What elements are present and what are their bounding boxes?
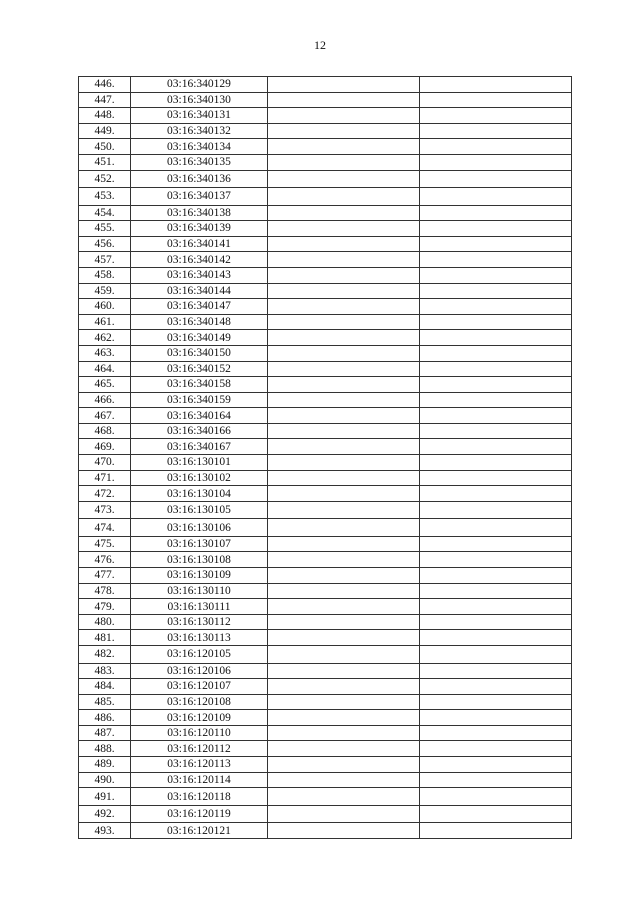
row-number-cell: 465.	[79, 377, 131, 393]
cadastral-code-cell: 03:16:130101	[131, 455, 268, 471]
cadastral-code-cell: 03:16:130106	[131, 519, 268, 537]
empty-cell	[420, 439, 572, 455]
row-number-cell: 448.	[79, 108, 131, 124]
row-number-cell: 467.	[79, 408, 131, 424]
empty-cell	[268, 519, 420, 537]
table-row	[79, 154, 572, 170]
empty-cell	[420, 741, 572, 757]
empty-cell	[268, 725, 420, 741]
row-number-cell: 464.	[79, 361, 131, 377]
table-row	[79, 77, 572, 93]
row-number-cell: 453.	[79, 188, 131, 206]
cadastral-code-cell: 03:16:340136	[131, 170, 268, 188]
table-row	[79, 139, 572, 155]
empty-cell	[420, 823, 572, 839]
table-row	[79, 788, 572, 806]
empty-cell	[420, 455, 572, 471]
empty-cell	[268, 599, 420, 615]
empty-cell	[268, 139, 420, 155]
row-number-cell: 466.	[79, 392, 131, 408]
cadastral-code-cell: 03:16:340166	[131, 423, 268, 439]
row-number-cell: 480.	[79, 614, 131, 630]
empty-cell	[268, 646, 420, 664]
row-number-cell: 491.	[79, 788, 131, 806]
row-number-cell: 482.	[79, 646, 131, 664]
row-number-cell: 483.	[79, 663, 131, 679]
table-row	[79, 299, 572, 315]
row-number-cell: 476.	[79, 552, 131, 568]
row-number-cell: 472.	[79, 486, 131, 502]
table-row	[79, 679, 572, 695]
cadastral-code-cell: 03:16:120110	[131, 725, 268, 741]
table-row	[79, 710, 572, 726]
row-number-cell: 460.	[79, 299, 131, 315]
row-number-cell: 485.	[79, 694, 131, 710]
row-number-cell: 473.	[79, 501, 131, 519]
page-number: 12	[314, 38, 326, 52]
empty-cell	[268, 772, 420, 788]
cadastral-code-cell: 03:16:120113	[131, 757, 268, 773]
empty-cell	[268, 361, 420, 377]
row-number-cell: 477.	[79, 568, 131, 584]
empty-cell	[268, 77, 420, 93]
table-row	[79, 486, 572, 502]
cadastral-code-cell: 03:16:340152	[131, 361, 268, 377]
table-row	[79, 221, 572, 237]
empty-cell	[420, 188, 572, 206]
empty-cell	[268, 679, 420, 695]
row-number-cell: 452.	[79, 170, 131, 188]
empty-cell	[420, 772, 572, 788]
empty-cell	[420, 299, 572, 315]
row-number-cell: 481.	[79, 630, 131, 646]
empty-cell	[268, 757, 420, 773]
empty-cell	[420, 694, 572, 710]
cadastral-code-cell: 03:16:120108	[131, 694, 268, 710]
table-row	[79, 170, 572, 188]
empty-cell	[268, 283, 420, 299]
empty-cell	[420, 267, 572, 283]
table-row	[79, 236, 572, 252]
empty-cell	[268, 614, 420, 630]
cadastral-code-cell: 03:16:130109	[131, 568, 268, 584]
row-number-cell: 486.	[79, 710, 131, 726]
cadastral-code-cell: 03:16:120106	[131, 663, 268, 679]
cadastral-code-cell: 03:16:130113	[131, 630, 268, 646]
cadastral-code-cell: 03:16:340129	[131, 77, 268, 93]
row-number-cell: 454.	[79, 205, 131, 221]
cadastral-code-cell: 03:16:120109	[131, 710, 268, 726]
empty-cell	[420, 599, 572, 615]
row-number-cell: 489.	[79, 757, 131, 773]
empty-cell	[420, 345, 572, 361]
empty-cell	[420, 568, 572, 584]
cadastral-code-cell: 03:16:130104	[131, 486, 268, 502]
cadastral-code-cell: 03:16:340131	[131, 108, 268, 124]
empty-cell	[420, 205, 572, 221]
empty-cell	[268, 710, 420, 726]
row-number-cell: 492.	[79, 805, 131, 823]
table-row	[79, 92, 572, 108]
row-number-cell: 470.	[79, 455, 131, 471]
table-row	[79, 614, 572, 630]
cadastral-code-cell: 03:16:340147	[131, 299, 268, 315]
table-row	[79, 455, 572, 471]
empty-cell	[268, 170, 420, 188]
empty-cell	[420, 519, 572, 537]
empty-cell	[268, 583, 420, 599]
cadastral-code-cell: 03:16:340134	[131, 139, 268, 155]
row-number-cell: 458.	[79, 267, 131, 283]
table-row	[79, 805, 572, 823]
table-row	[79, 470, 572, 486]
row-number-cell: 446.	[79, 77, 131, 93]
empty-cell	[420, 805, 572, 823]
row-number-cell: 459.	[79, 283, 131, 299]
empty-cell	[420, 614, 572, 630]
empty-cell	[420, 108, 572, 124]
cadastral-code-cell: 03:16:130111	[131, 599, 268, 615]
table-row	[79, 568, 572, 584]
empty-cell	[420, 583, 572, 599]
registry-table	[78, 76, 572, 839]
empty-cell	[268, 439, 420, 455]
empty-cell	[268, 299, 420, 315]
row-number-cell: 468.	[79, 423, 131, 439]
empty-cell	[420, 757, 572, 773]
empty-cell	[420, 221, 572, 237]
row-number-cell: 471.	[79, 470, 131, 486]
empty-cell	[268, 330, 420, 346]
table-row	[79, 345, 572, 361]
empty-cell	[268, 236, 420, 252]
row-number-cell: 462.	[79, 330, 131, 346]
cadastral-code-cell: 03:16:130110	[131, 583, 268, 599]
empty-cell	[268, 221, 420, 237]
empty-cell	[268, 205, 420, 221]
row-number-cell: 484.	[79, 679, 131, 695]
empty-cell	[268, 92, 420, 108]
table-row	[79, 599, 572, 615]
row-number-cell: 469.	[79, 439, 131, 455]
row-number-cell: 461.	[79, 314, 131, 330]
empty-cell	[420, 423, 572, 439]
empty-cell	[268, 805, 420, 823]
empty-cell	[268, 630, 420, 646]
registry-table-body	[79, 77, 572, 839]
cadastral-code-cell: 03:16:130108	[131, 552, 268, 568]
table-row	[79, 123, 572, 139]
empty-cell	[268, 252, 420, 268]
row-number-cell: 475.	[79, 536, 131, 552]
table-row	[79, 663, 572, 679]
empty-cell	[420, 154, 572, 170]
cadastral-code-cell: 03:16:120105	[131, 646, 268, 664]
empty-cell	[420, 486, 572, 502]
row-number-cell: 463.	[79, 345, 131, 361]
row-number-cell: 449.	[79, 123, 131, 139]
cadastral-code-cell: 03:16:340139	[131, 221, 268, 237]
empty-cell	[420, 501, 572, 519]
table-row	[79, 725, 572, 741]
table-row	[79, 630, 572, 646]
row-number-cell: 487.	[79, 725, 131, 741]
empty-cell	[268, 455, 420, 471]
table-row	[79, 823, 572, 839]
cadastral-code-cell: 03:16:340132	[131, 123, 268, 139]
empty-cell	[268, 663, 420, 679]
empty-cell	[420, 123, 572, 139]
cadastral-code-cell: 03:16:340149	[131, 330, 268, 346]
empty-cell	[420, 710, 572, 726]
table-row	[79, 646, 572, 664]
empty-cell	[420, 630, 572, 646]
cadastral-code-cell: 03:16:120114	[131, 772, 268, 788]
cadastral-code-cell: 03:16:120121	[131, 823, 268, 839]
empty-cell	[268, 108, 420, 124]
table-row	[79, 741, 572, 757]
table-row	[79, 583, 572, 599]
table-row	[79, 377, 572, 393]
row-number-cell: 488.	[79, 741, 131, 757]
cadastral-code-cell: 03:16:340164	[131, 408, 268, 424]
empty-cell	[420, 283, 572, 299]
table-row	[79, 361, 572, 377]
empty-cell	[420, 408, 572, 424]
empty-cell	[420, 330, 572, 346]
empty-cell	[420, 361, 572, 377]
table-row	[79, 439, 572, 455]
table-row	[79, 252, 572, 268]
empty-cell	[268, 267, 420, 283]
table-row	[79, 283, 572, 299]
empty-cell	[420, 646, 572, 664]
empty-cell	[420, 314, 572, 330]
table-row	[79, 392, 572, 408]
table-row	[79, 757, 572, 773]
empty-cell	[420, 392, 572, 408]
table-row	[79, 330, 572, 346]
table-row	[79, 519, 572, 537]
row-number-cell: 493.	[79, 823, 131, 839]
empty-cell	[420, 77, 572, 93]
cadastral-code-cell: 03:16:340141	[131, 236, 268, 252]
empty-cell	[268, 377, 420, 393]
row-number-cell: 451.	[79, 154, 131, 170]
table-row	[79, 314, 572, 330]
cadastral-code-cell: 03:16:340143	[131, 267, 268, 283]
empty-cell	[268, 408, 420, 424]
row-number-cell: 479.	[79, 599, 131, 615]
empty-cell	[420, 788, 572, 806]
empty-cell	[420, 725, 572, 741]
empty-cell	[268, 314, 420, 330]
cadastral-code-cell: 03:16:120112	[131, 741, 268, 757]
cadastral-code-cell: 03:16:120107	[131, 679, 268, 695]
table-row	[79, 188, 572, 206]
empty-cell	[420, 377, 572, 393]
empty-cell	[268, 470, 420, 486]
empty-cell	[420, 663, 572, 679]
row-number-cell: 450.	[79, 139, 131, 155]
cadastral-code-cell: 03:16:340150	[131, 345, 268, 361]
table-row	[79, 108, 572, 124]
empty-cell	[268, 423, 420, 439]
cadastral-code-cell: 03:16:340159	[131, 392, 268, 408]
cadastral-code-cell: 03:16:340144	[131, 283, 268, 299]
row-number-cell: 447.	[79, 92, 131, 108]
cadastral-code-cell: 03:16:130105	[131, 501, 268, 519]
empty-cell	[420, 552, 572, 568]
empty-cell	[420, 170, 572, 188]
row-number-cell: 457.	[79, 252, 131, 268]
empty-cell	[268, 188, 420, 206]
cadastral-code-cell: 03:16:120118	[131, 788, 268, 806]
empty-cell	[268, 486, 420, 502]
table-row	[79, 552, 572, 568]
table-row	[79, 423, 572, 439]
row-number-cell: 456.	[79, 236, 131, 252]
empty-cell	[268, 741, 420, 757]
table-row	[79, 267, 572, 283]
row-number-cell: 478.	[79, 583, 131, 599]
cadastral-code-cell: 03:16:340158	[131, 377, 268, 393]
empty-cell	[268, 788, 420, 806]
table-row	[79, 772, 572, 788]
cadastral-code-cell: 03:16:340135	[131, 154, 268, 170]
cadastral-code-cell: 03:16:340148	[131, 314, 268, 330]
empty-cell	[420, 92, 572, 108]
cadastral-code-cell: 03:16:340130	[131, 92, 268, 108]
empty-cell	[268, 154, 420, 170]
table-row	[79, 205, 572, 221]
empty-cell	[268, 392, 420, 408]
cadastral-code-cell: 03:16:340137	[131, 188, 268, 206]
row-number-cell: 474.	[79, 519, 131, 537]
cadastral-code-cell: 03:16:340138	[131, 205, 268, 221]
table-row	[79, 408, 572, 424]
empty-cell	[268, 536, 420, 552]
empty-cell	[420, 679, 572, 695]
empty-cell	[268, 823, 420, 839]
empty-cell	[420, 236, 572, 252]
empty-cell	[268, 501, 420, 519]
cadastral-code-cell: 03:16:130112	[131, 614, 268, 630]
empty-cell	[420, 470, 572, 486]
cadastral-code-cell: 03:16:340167	[131, 439, 268, 455]
empty-cell	[268, 568, 420, 584]
table-row	[79, 536, 572, 552]
empty-cell	[268, 345, 420, 361]
empty-cell	[268, 694, 420, 710]
empty-cell	[268, 123, 420, 139]
empty-cell	[420, 536, 572, 552]
table-row	[79, 501, 572, 519]
row-number-cell: 455.	[79, 221, 131, 237]
empty-cell	[268, 552, 420, 568]
cadastral-code-cell: 03:16:340142	[131, 252, 268, 268]
cadastral-code-cell: 03:16:130102	[131, 470, 268, 486]
row-number-cell: 490.	[79, 772, 131, 788]
table-row	[79, 694, 572, 710]
empty-cell	[420, 252, 572, 268]
cadastral-code-cell: 03:16:130107	[131, 536, 268, 552]
empty-cell	[420, 139, 572, 155]
cadastral-code-cell: 03:16:120119	[131, 805, 268, 823]
